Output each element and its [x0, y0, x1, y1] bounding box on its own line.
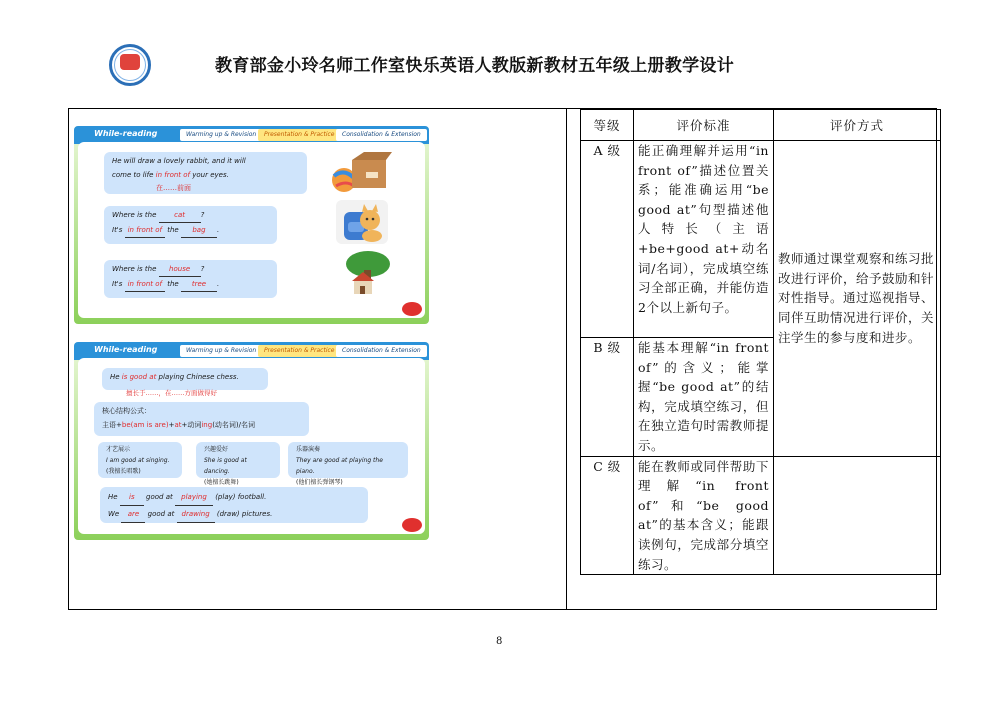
level-a: A 级	[581, 141, 634, 338]
card-talent	[98, 442, 182, 478]
sentence-line-1: He will draw a lovely rabbit, and it will	[112, 157, 246, 165]
answer-line: It's in front of the bag .	[112, 223, 269, 238]
criteria-b: 能基本理解“in front of”的含义；能掌握“be good at”的结构，完成填空练习，但在独立造句时需教师提示。	[634, 338, 774, 457]
slide-while-reading-1	[74, 126, 429, 324]
question-bubble-house	[104, 260, 277, 298]
table-row	[581, 141, 941, 338]
level-b: B 级	[581, 338, 634, 457]
page-number: 8	[496, 636, 503, 647]
column-divider	[566, 108, 567, 610]
box-and-ball-icon	[330, 150, 392, 194]
header-method: 评价方式	[774, 110, 941, 141]
slide-while-reading-2	[74, 342, 429, 540]
card-chinese: (他们擅长弹钢琴)	[296, 479, 343, 486]
card-english: They are good at playing the piano.	[296, 457, 383, 475]
flower-decoration-icon	[402, 302, 422, 316]
tab-consolidation: Consolidation & Extension	[336, 345, 427, 357]
translation-note: 在……前面	[156, 184, 191, 192]
question-bubble-cat	[104, 206, 277, 244]
question-line: Where is the cat ?	[112, 208, 269, 223]
example-bubble: He is good at playing Chinese chess.	[102, 368, 268, 390]
card-instrument	[288, 442, 408, 486]
empty-cell	[774, 456, 941, 575]
sentence-bubble	[104, 152, 307, 194]
sentence-line-2: come to life in front of your eyes.	[112, 171, 229, 179]
formula-bubble	[94, 402, 309, 436]
criteria-c: 能在教师或同伴帮助下理解“in front of”和“be good at”的基本含义；能跟读例句，完成部分填空练习。	[634, 456, 774, 575]
card-title: 才艺展示	[106, 446, 131, 453]
tab-warming-up: Warming up & Revision	[180, 129, 262, 141]
card-title: 兴趣爱好	[204, 446, 229, 453]
flower-decoration-icon	[402, 518, 422, 532]
card-english: I am good at singing.	[106, 457, 170, 464]
level-c: C 级	[581, 456, 634, 575]
header-criteria: 评价标准	[634, 110, 774, 141]
house-under-tree-icon	[344, 250, 392, 296]
practice-line-2: We are good at drawing (draw) pictures.	[108, 506, 360, 523]
tab-presentation: Presentation & Practice	[258, 129, 340, 141]
evaluation-rubric-table	[580, 109, 941, 575]
table-header-row	[581, 110, 941, 141]
document-title: 教育部金小玲名师工作室快乐英语人教版新教材五年级上册教学设计	[215, 56, 734, 76]
question-line: Where is the house ?	[112, 262, 269, 277]
table-row	[581, 456, 941, 575]
card-hobby	[196, 442, 280, 486]
card-title: 乐器演奏	[296, 446, 321, 453]
slide-name: While-reading	[94, 345, 158, 354]
header-level: 等级	[581, 110, 634, 141]
formula-title: 核心结构公式：	[102, 407, 151, 415]
tab-warming-up: Warming up & Revision	[180, 345, 262, 357]
method-text: 教师通过课堂观察和练习批改进行评价，给予鼓励和针对性指导。通过巡视指导、同伴互助情况进行评价，关注学生的参与度和进步。	[778, 251, 935, 345]
card-english: She is good at dancing.	[204, 457, 247, 475]
card-chinese: (她擅长跳舞)	[204, 479, 239, 486]
studio-logo-icon	[109, 44, 151, 86]
formula-line: 主语+be(am is are)+at+动词ing(动名词)/名词	[102, 421, 256, 429]
example-note: 擅长于……，在……方面做得好	[126, 389, 217, 397]
logo-emblem	[120, 54, 140, 70]
criteria-a: 能正确理解并运用“in front of”描述位置关系；能准确运用“be good at”句型描述他人特长（主语+be+good at+动名词/名词），完成填空练习全部正确，并能仿造2个以上新句子。	[634, 141, 774, 338]
tab-presentation: Presentation & Practice	[258, 345, 340, 357]
answer-line: It's in front of the tree .	[112, 277, 269, 292]
cat-in-bag-icon	[336, 200, 388, 244]
card-chinese: (我擅长唱歌)	[106, 468, 141, 475]
practice-line-1: He is good at playing (play) football.	[108, 489, 360, 506]
slide-name: While-reading	[94, 129, 158, 138]
tab-consolidation: Consolidation & Extension	[336, 129, 427, 141]
practice-bubble	[100, 487, 368, 523]
evaluation-method	[774, 141, 941, 457]
